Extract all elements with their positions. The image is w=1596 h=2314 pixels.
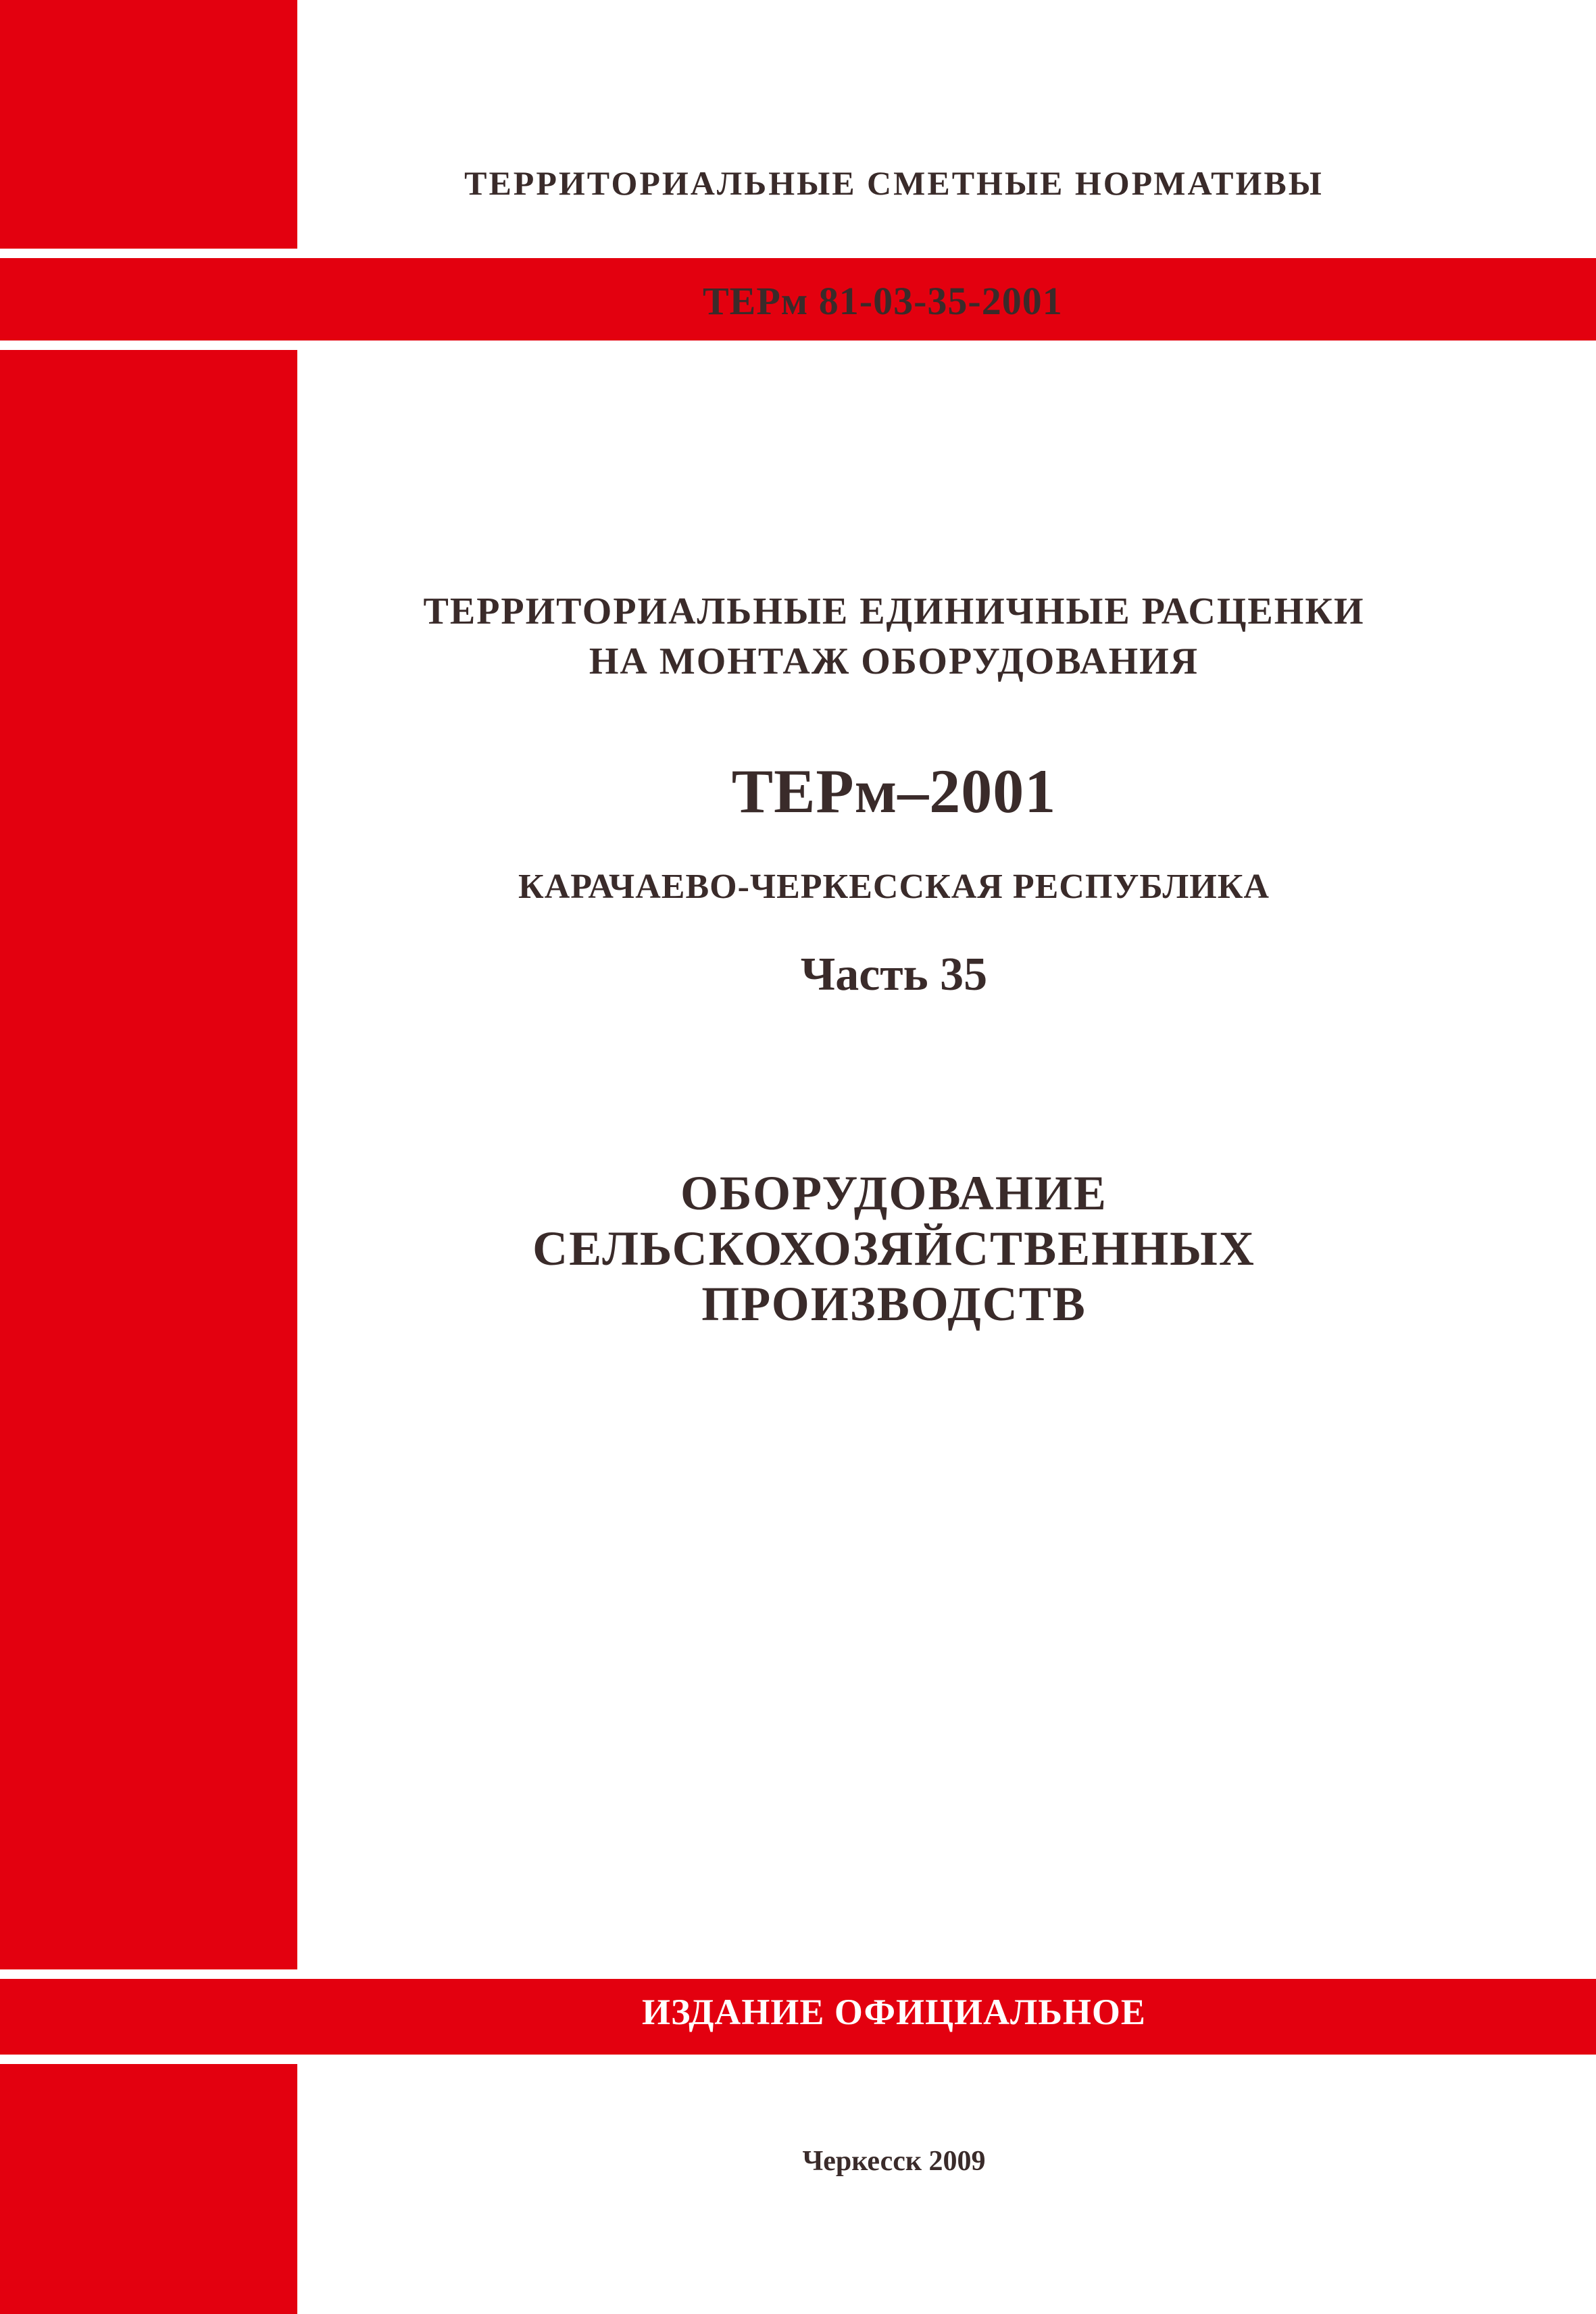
document-code: ТЕРм 81-03-35-2001 (703, 279, 1063, 323)
subject-title-line: ОБОРУДОВАНИЕ (680, 1166, 1107, 1220)
red-stripe-middle (0, 350, 297, 1969)
main-title (297, 586, 1491, 686)
main-title-line: НА МОНТАЖ ОБОРУДОВАНИЯ (589, 640, 1199, 682)
short-name: ТЕРм–2001 (731, 757, 1057, 826)
red-stripe-bottom (0, 2064, 297, 2314)
part-number: Часть 35 (800, 949, 988, 1001)
region-name: КАРАЧАЕВО-ЧЕРКЕССКАЯ РЕСПУБЛИКА (518, 867, 1270, 906)
series-title: ТЕРРИТОРИАЛЬНЫЕ СМЕТНЫЕ НОРМАТИВЫ (464, 164, 1324, 202)
official-edition-label: ИЗДАНИЕ ОФИЦИАЛЬНОЕ (642, 1992, 1146, 2032)
subject-title-line: ПРОИЗВОДСТВ (701, 1277, 1087, 1331)
red-stripe-top (0, 0, 297, 249)
subject-title-line: СЕЛЬСКОХОЗЯЙСТВЕННЫХ (532, 1222, 1255, 1276)
subject-title (297, 1165, 1491, 1332)
imprint: Черкесск 2009 (802, 2146, 986, 2177)
main-title-line: ТЕРРИТОРИАЛЬНЫЕ ЕДИНИЧНЫЕ РАСЦЕНКИ (423, 590, 1365, 632)
